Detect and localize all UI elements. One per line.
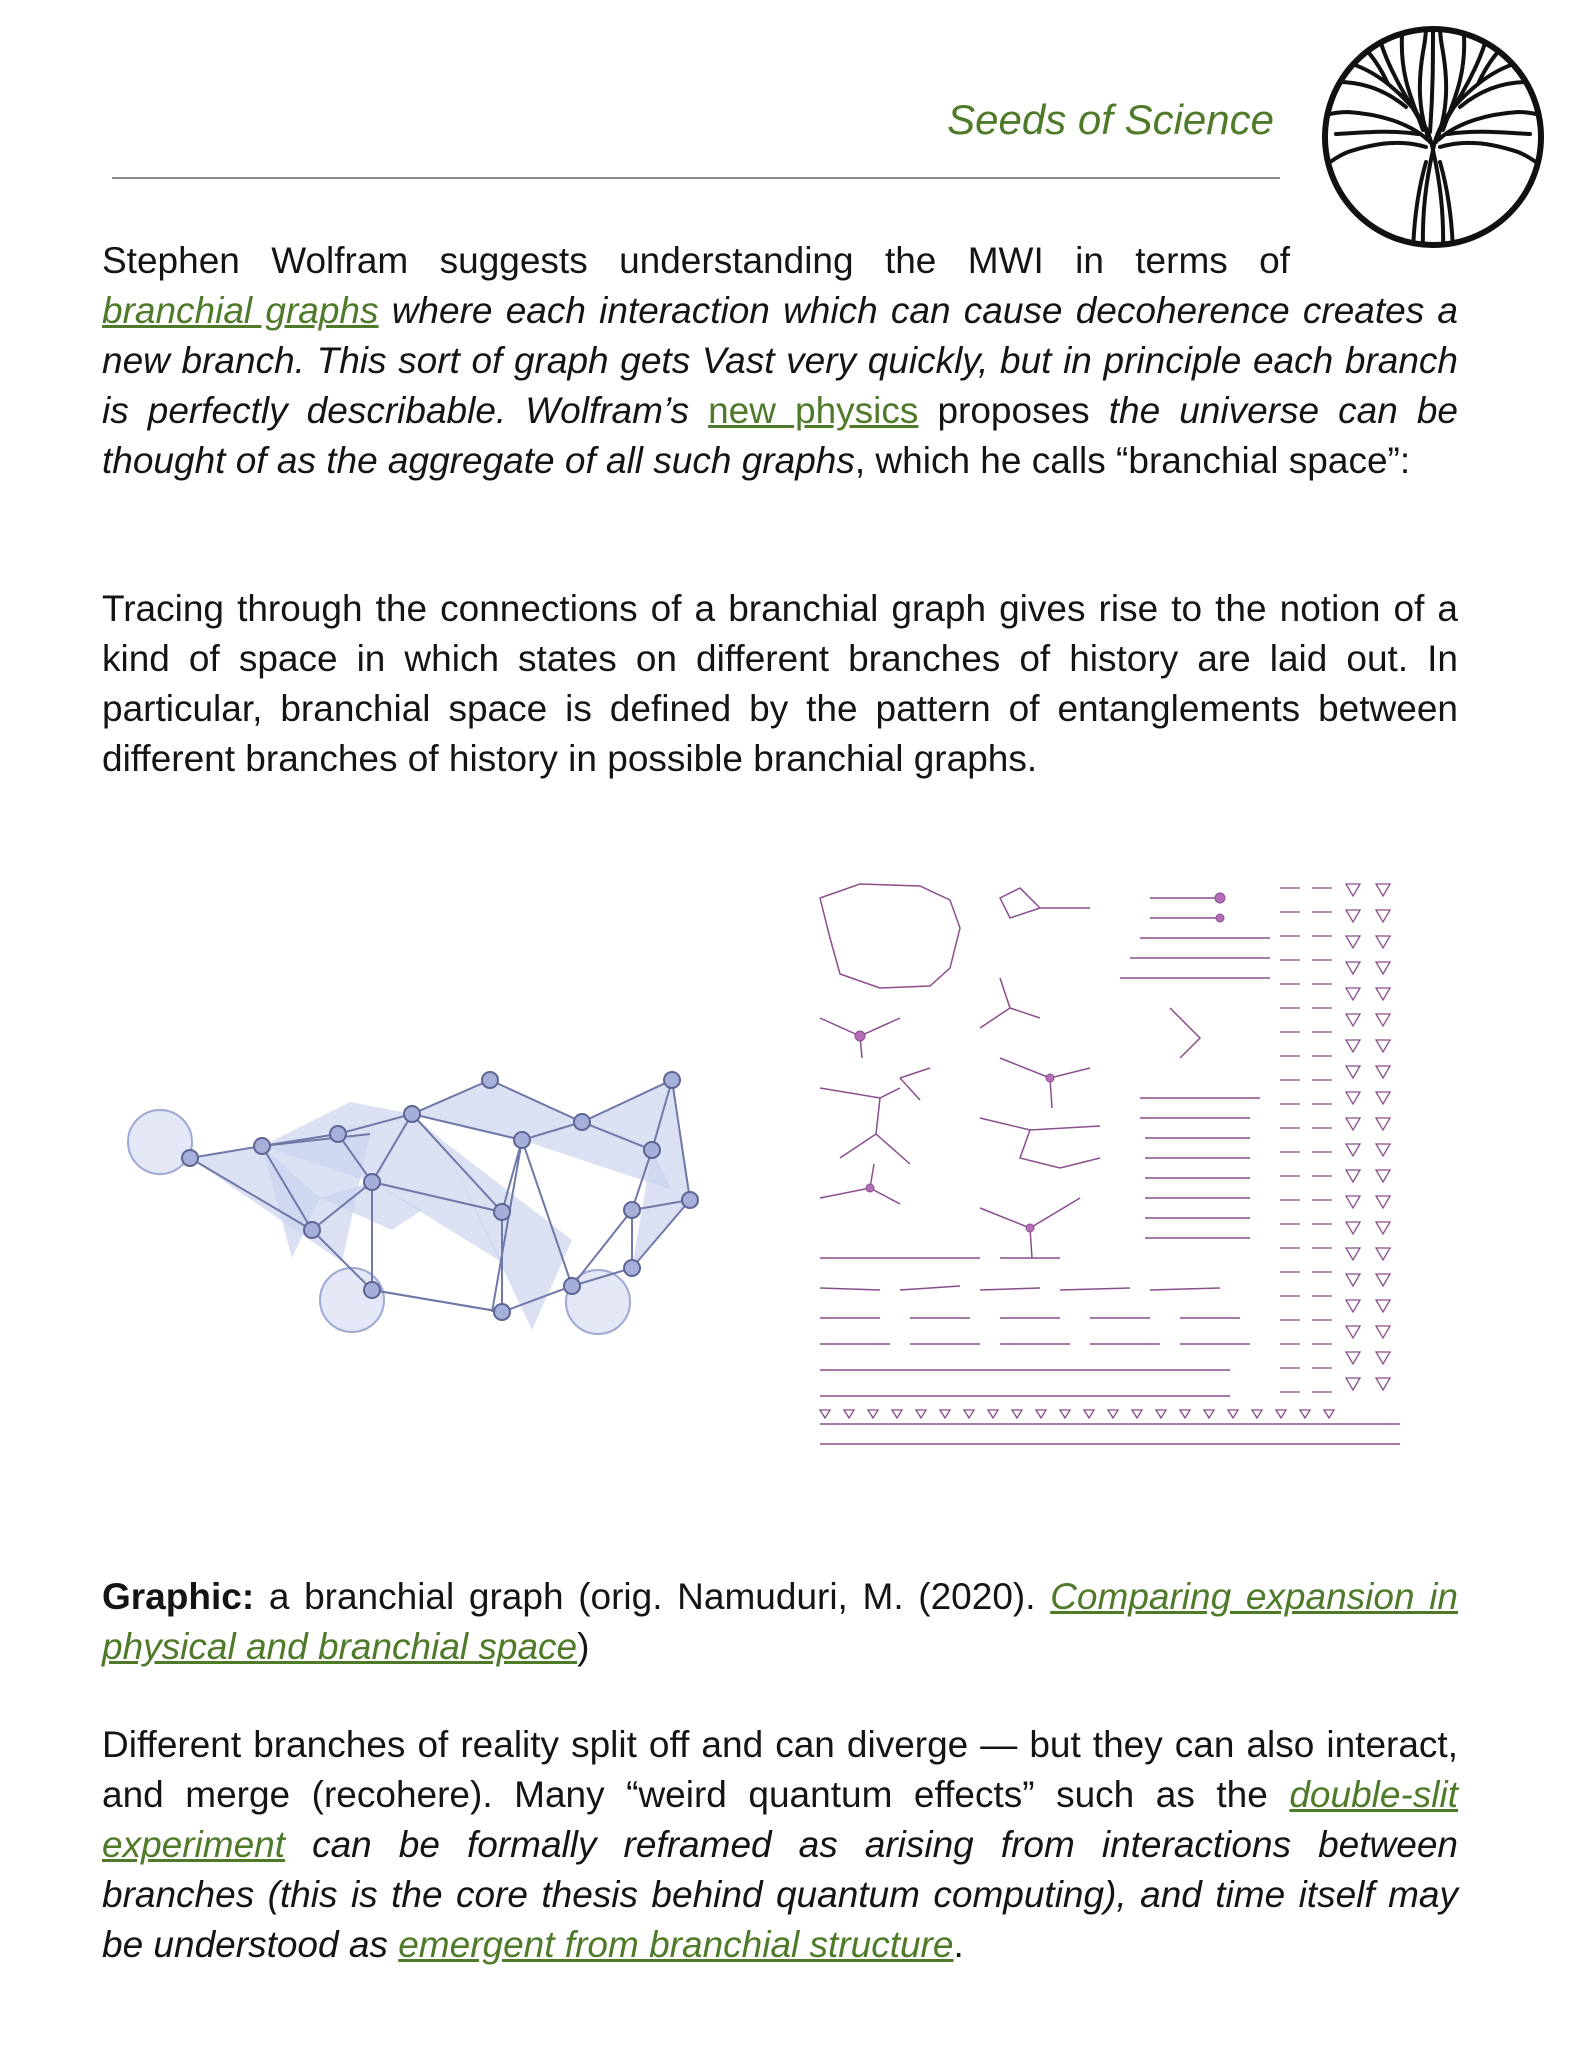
paragraph-text: . [953, 1924, 964, 1965]
link-comparing-expansion[interactable]: Comparing expansion in physical and branchial space [102, 1576, 1459, 1667]
paragraph-text: can be formally reframed as arising from interactions between branches (this is the core thesis behind quantum computing), and time itself may be understood as [102, 1824, 1458, 1965]
paragraph-branchial-intro [102, 236, 1458, 486]
paragraph-branchial-quote: Tracing through the connections of a branchial graph gives rise to the notion of a kind of space in which states on different branches of history are laid out. In particular, branchial space is defined by the pattern of entanglements between different branches of history in possible branchial graphs. [102, 588, 1458, 779]
link-double-slit-experiment[interactable]: double-slit experiment [102, 1774, 1458, 1865]
paragraph-text: where each interaction which can cause decoherence creates a new branch. This sort of graph gets Vast very quickly, but in principle each branch is perfectly describable. Wolfram’s [102, 290, 1458, 431]
journal-title: Seeds of Science [947, 96, 1274, 143]
paragraph-branches-interact [102, 1720, 1458, 1970]
figure-caption [102, 1572, 1458, 1672]
caption-text: a branchial graph (orig. Namuduri, M. (2020). [254, 1576, 1051, 1617]
paragraph-emphasis: the universe can be thought of as the aggregate of all such graphs [102, 390, 1459, 481]
paragraph-text: , which he calls “branchial space”: [854, 440, 1411, 481]
branchial-graph-network-icon [112, 1030, 792, 1360]
link-emergent-branchial-structure[interactable]: emergent from branchial structure [398, 1924, 954, 1965]
paragraph-text: Stephen Wolfram suggests understanding the MWI in terms of [102, 240, 1290, 281]
header-divider [112, 177, 1280, 179]
link-branchial-graphs[interactable]: branchial graphs [102, 290, 379, 331]
paragraph-text: proposes [918, 390, 1109, 431]
caption-close: ) [577, 1626, 590, 1667]
tree-circle-logo-icon [1318, 22, 1548, 252]
paragraph-text: Different branches of reality split off and can diverge — but they can also interact, and merge (recohere). Many “weird quantum effects” such as the [102, 1724, 1458, 1815]
link-new-physics[interactable]: new physics [708, 390, 919, 431]
branchial-graph-grid-icon [800, 868, 1412, 1468]
caption-label: Graphic: [102, 1576, 255, 1617]
